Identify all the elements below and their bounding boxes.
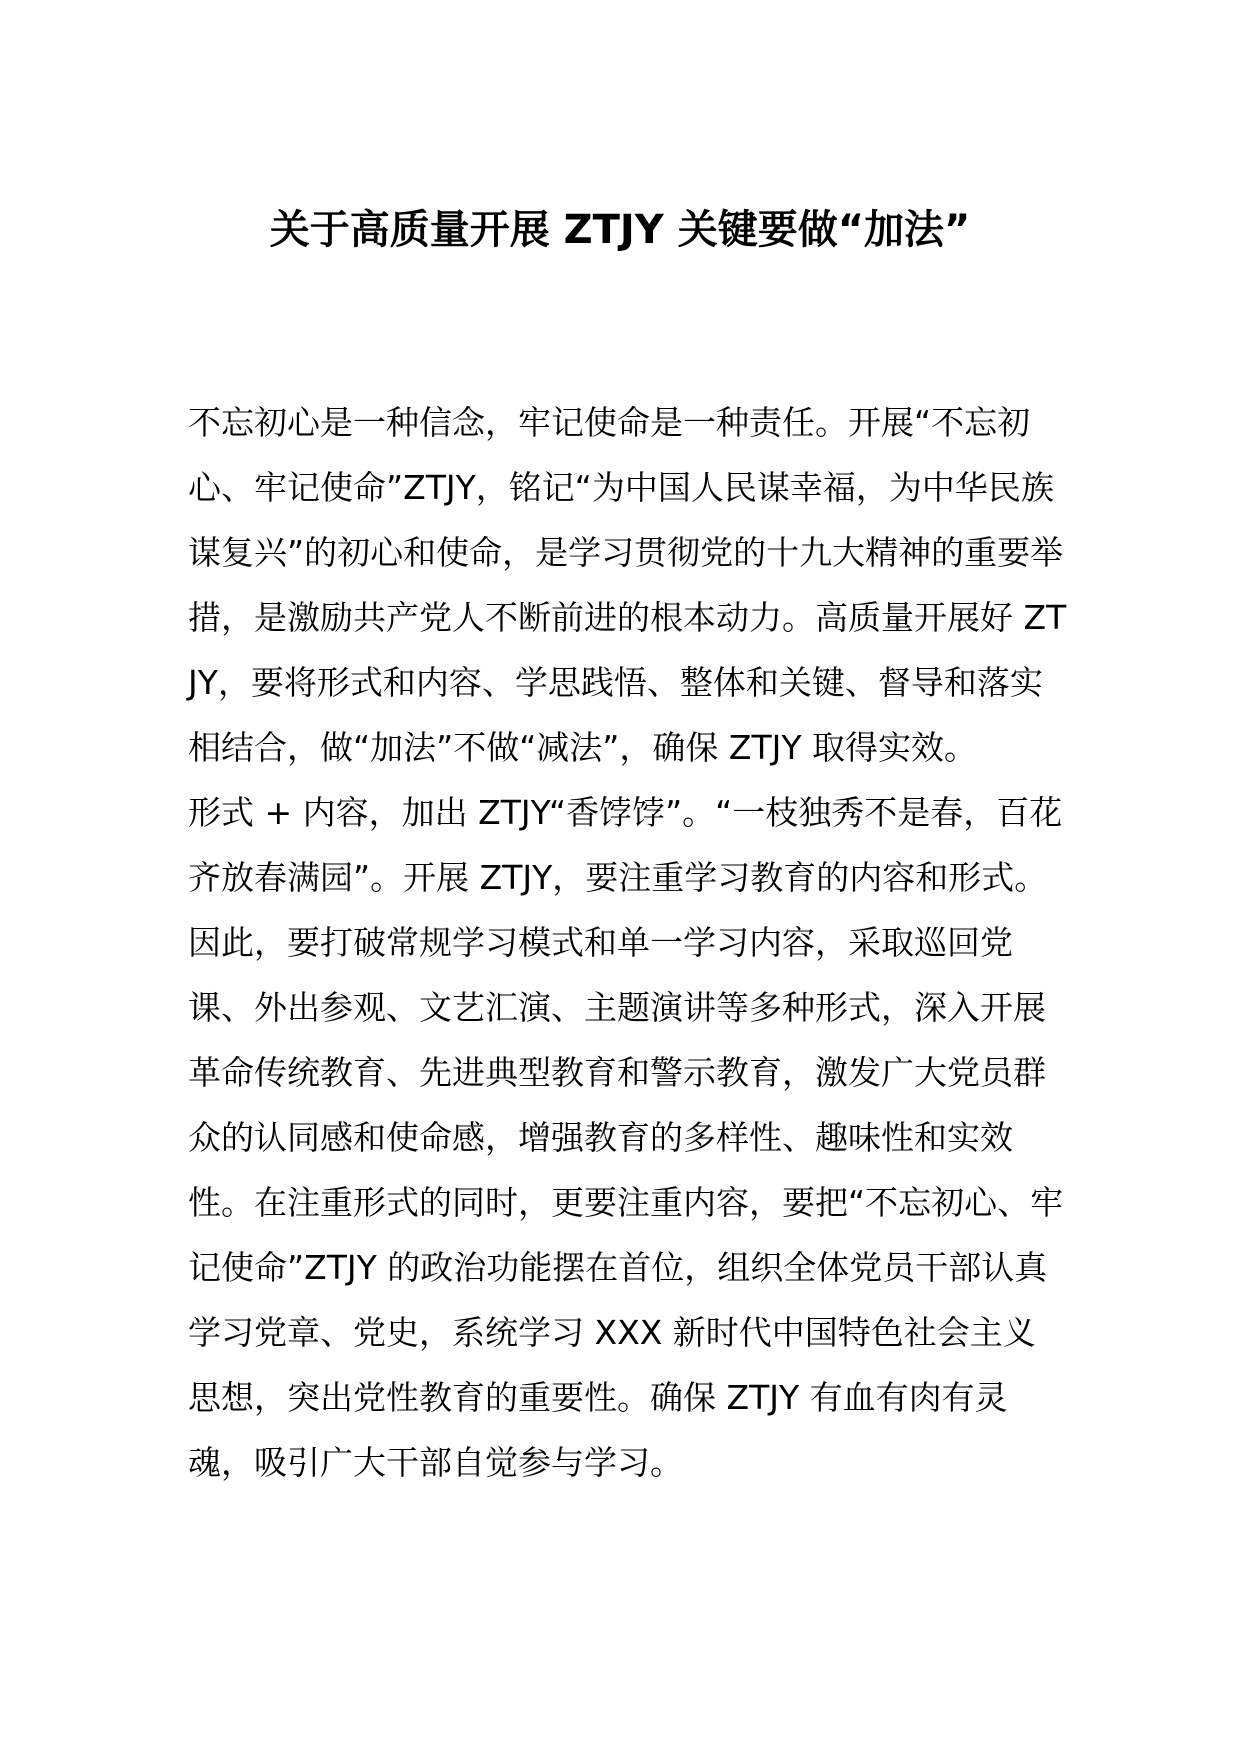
document-title: 关于高质量开展 ZTJY 关键要做“加法”: [269, 207, 971, 253]
paragraph-1: 不忘初心是一种信念，牢记使命是一种责任。开展“不忘初心、牢记使命”ZTJY，铭记“为中国人民谋幸福，为中华民族谋复兴”的初心和使命，是学习贯彻党的十九大精神的重要举措，是激励共产党人不断前进的根本动力。高质量开展好 ZTJY，要将形式和内容、学思践悟、整体和关键、督导和落实相结合，做“加法”不做“减法”，确保 ZTJY 取得实效。: [188, 403, 1067, 767]
paragraph-2: 形式 + 内容，加出 ZTJY“香饽饽”。“一枝独秀不是春，百花齐放春满园”。开展 ZTJY，要注重学习教育的内容和形式。因此，要打破常规学习模式和单一学习内容，采取巡回党课、外出参观、文艺汇演、主题演讲等多种形式，深入开展革命传统教育、先进典型教育和警示教育，激发广大党员群众的认同感和使命感，增强教育的多样性、趣味性和实效性。在注重形式的同时，更要注重内容，要把“不忘初心、牢记使命”ZTJY 的政治功能摆在首位，组织全体党员干部认真学习党章、党史，系统学习 XXX 新时代中国特色社会主义思想，突出党性教育的重要性。确保 ZTJY 有血有肉有灵魂，吸引广大干部自觉参与学习。: [188, 793, 1064, 1482]
document-body: [188, 390, 1068, 1495]
